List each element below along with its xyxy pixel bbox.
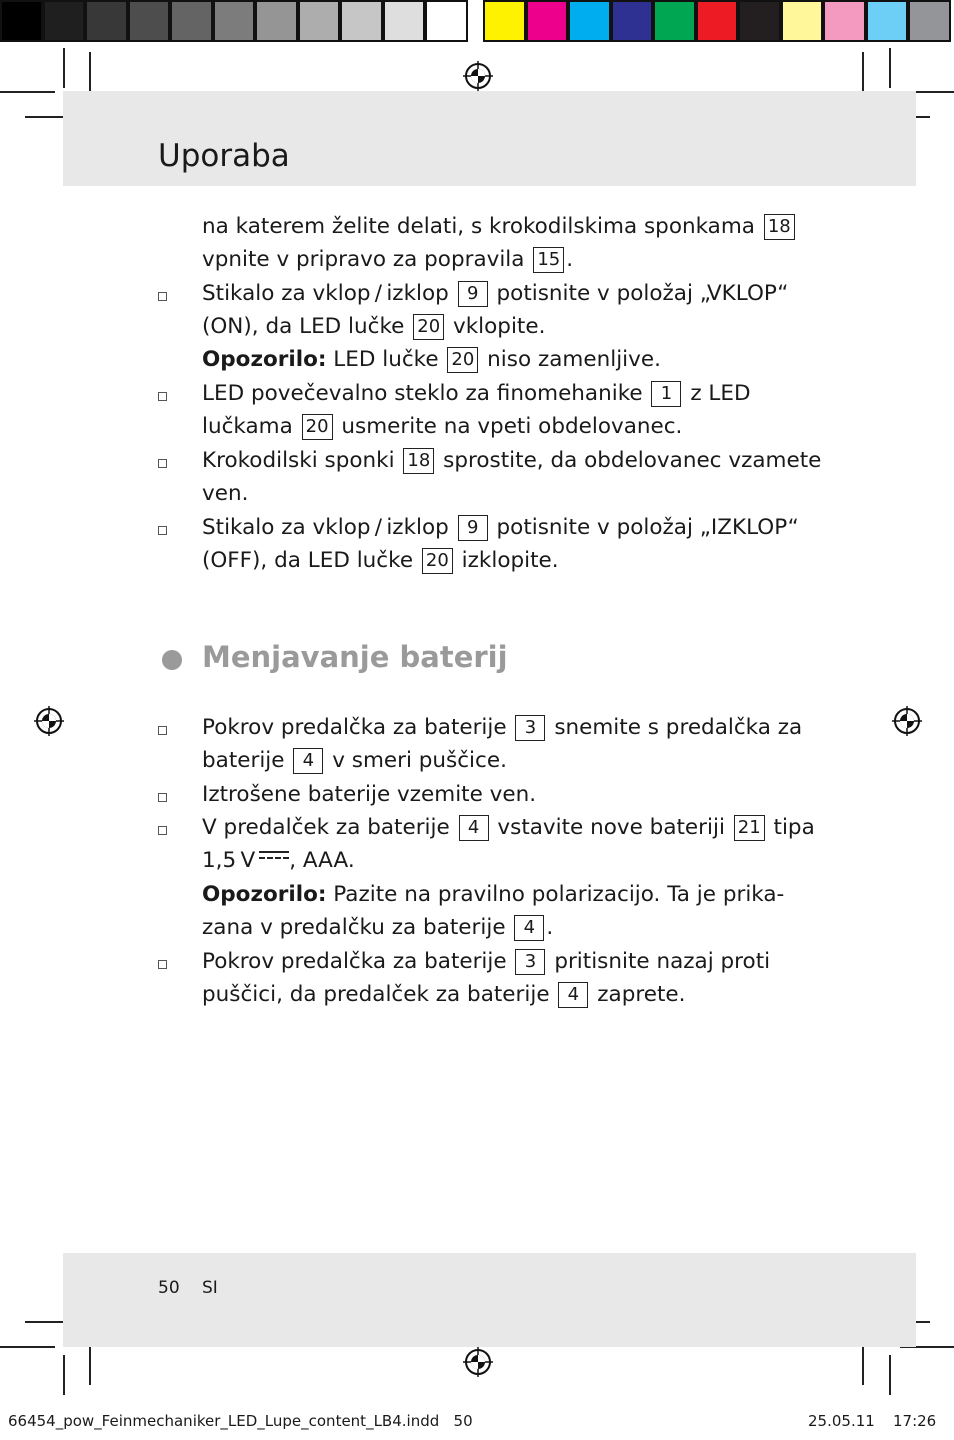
text: pritisnite nazaj proti	[554, 949, 771, 974]
text: potisnite v položaj „VKLOP“	[496, 281, 789, 306]
part-number: 9	[458, 515, 488, 541]
color-swatch	[255, 0, 298, 42]
part-number: 4	[558, 982, 588, 1008]
direct-current-icon	[259, 849, 289, 863]
text-line	[202, 880, 784, 910]
text: puščici, da predalček za baterije	[202, 982, 550, 1007]
color-swatch	[0, 0, 43, 42]
section-bullet-icon	[162, 650, 182, 670]
footer-band	[63, 1253, 916, 1347]
text-line	[202, 913, 553, 943]
text: niso zamenljive.	[487, 347, 661, 372]
part-number: 3	[515, 715, 545, 741]
part-number: 18	[403, 448, 434, 474]
note-label: Opozorilo:	[202, 347, 327, 372]
color-swatch	[170, 0, 213, 42]
text-line	[202, 813, 815, 843]
part-number: 4	[293, 748, 323, 774]
text: v smeri puščice.	[332, 748, 507, 773]
bullet-checkbox-icon	[158, 392, 167, 401]
color-swatch	[738, 0, 781, 42]
color-swatch	[213, 0, 256, 42]
text: LED lučke	[333, 347, 439, 372]
bullet-checkbox-icon	[158, 826, 167, 835]
text-line	[202, 513, 799, 543]
text-line	[202, 312, 545, 342]
color-calibration-bar-grayscale	[0, 0, 468, 46]
crop-mark	[889, 48, 891, 88]
text: 1,5 V	[202, 848, 256, 873]
text-line	[202, 379, 751, 409]
color-swatch	[696, 0, 739, 42]
bullet-checkbox-icon	[158, 726, 167, 735]
text: , AAA.	[289, 848, 355, 873]
text: .	[546, 915, 554, 940]
text-line	[202, 345, 661, 375]
text: Pazite na pravilno polarizacijo. Ta je prika-	[333, 882, 785, 907]
color-swatch	[383, 0, 426, 42]
color-swatch	[43, 0, 86, 42]
crop-mark	[0, 91, 55, 93]
note-label: Opozorilo:	[202, 882, 327, 907]
text-line	[202, 412, 682, 442]
part-number: 20	[422, 548, 453, 574]
text-line	[202, 212, 797, 242]
page-language: SI	[202, 1278, 218, 1298]
print-file-name: 66454_pow_Feinmechaniker_LED_Lupe_content_LB4.indd 50	[8, 1412, 473, 1430]
text: LED povečevalno steklo za finomehanike	[202, 381, 643, 406]
text-line	[202, 245, 573, 275]
text-line	[202, 446, 821, 476]
bullet-checkbox-icon	[158, 960, 167, 969]
part-number: 4	[514, 915, 544, 941]
color-swatch	[611, 0, 654, 42]
print-time: 17:26	[893, 1412, 937, 1430]
registration-mark-icon	[34, 706, 64, 736]
text-line	[202, 479, 248, 509]
text: Stikalo za vklop / izklop	[202, 515, 449, 540]
color-swatch	[781, 0, 824, 42]
text-line	[202, 546, 559, 576]
text: vpnite v pripravo za popravila	[202, 247, 525, 272]
part-number: 3	[515, 949, 545, 975]
registration-mark-icon	[892, 706, 922, 736]
text: snemite s predalčka za	[554, 715, 803, 740]
part-number: 9	[458, 281, 488, 307]
text-line	[202, 746, 507, 776]
part-number: 20	[302, 414, 333, 440]
text: zana v predalčku za baterije	[202, 915, 506, 940]
bullet-checkbox-icon	[158, 793, 167, 802]
text: Pokrov predalčka za baterije	[202, 949, 507, 974]
text: na katerem želite delati, s krokodilskima sponkama	[202, 214, 755, 239]
text: z LED	[690, 381, 751, 406]
text: V predalček za baterije	[202, 815, 450, 840]
part-number: 1	[651, 381, 681, 407]
part-number: 21	[734, 815, 765, 841]
text: zaprete.	[597, 982, 686, 1007]
bullet-checkbox-icon	[158, 292, 167, 301]
color-swatch	[483, 0, 526, 42]
text: (ON), da LED lučke	[202, 314, 405, 339]
text-line	[202, 980, 685, 1010]
text: Stikalo za vklop / izklop	[202, 281, 449, 306]
text: lučkama	[202, 414, 293, 439]
color-swatch	[425, 0, 468, 42]
text: (OFF), da LED lučke	[202, 548, 414, 573]
color-swatch	[340, 0, 383, 42]
bullet-checkbox-icon	[158, 526, 167, 535]
text: vklopite.	[453, 314, 546, 339]
text: usmerite na vpeti obdelovanec.	[341, 414, 683, 439]
text-line	[202, 279, 788, 309]
text: potisnite v položaj „IZKLOP“	[496, 515, 799, 540]
text-line	[202, 846, 355, 876]
text-line	[202, 713, 802, 743]
bullet-checkbox-icon	[158, 459, 167, 468]
section-heading: Menjavanje baterij	[202, 640, 508, 674]
crop-mark	[889, 1355, 891, 1395]
text: Iztrošene baterije vzemite ven.	[202, 782, 537, 807]
part-number: 15	[533, 247, 564, 273]
print-date: 25.05.11	[808, 1412, 875, 1430]
color-swatch	[298, 0, 341, 42]
page-title: Uporaba	[158, 138, 290, 174]
text: .	[566, 247, 574, 272]
text: Krokodilski sponki	[202, 448, 395, 473]
text-line	[202, 780, 536, 810]
crop-mark	[0, 1346, 55, 1348]
color-swatch	[568, 0, 611, 42]
text: ven.	[202, 481, 249, 506]
text-line	[202, 947, 770, 977]
part-number: 20	[413, 314, 444, 340]
text: vstavite nove bateriji	[497, 815, 725, 840]
page-number: 50	[158, 1278, 180, 1298]
color-swatch	[823, 0, 866, 42]
color-swatch	[128, 0, 171, 42]
part-number: 20	[447, 347, 478, 373]
color-swatch	[908, 0, 951, 42]
color-calibration-bar-process	[483, 0, 951, 46]
color-swatch	[85, 0, 128, 42]
registration-mark-icon	[463, 61, 493, 91]
crop-mark	[63, 48, 65, 88]
text: baterije	[202, 748, 285, 773]
part-number: 4	[459, 815, 489, 841]
crop-mark	[63, 1355, 65, 1395]
color-swatch	[653, 0, 696, 42]
color-swatch	[866, 0, 909, 42]
text: izklopite.	[461, 548, 559, 573]
registration-mark-icon	[463, 1347, 493, 1377]
text: Pokrov predalčka za baterije	[202, 715, 507, 740]
text: sprostite, da obdelovanec vzamete	[443, 448, 822, 473]
part-number: 18	[764, 214, 795, 240]
text: tipa	[773, 815, 815, 840]
color-swatch	[526, 0, 569, 42]
